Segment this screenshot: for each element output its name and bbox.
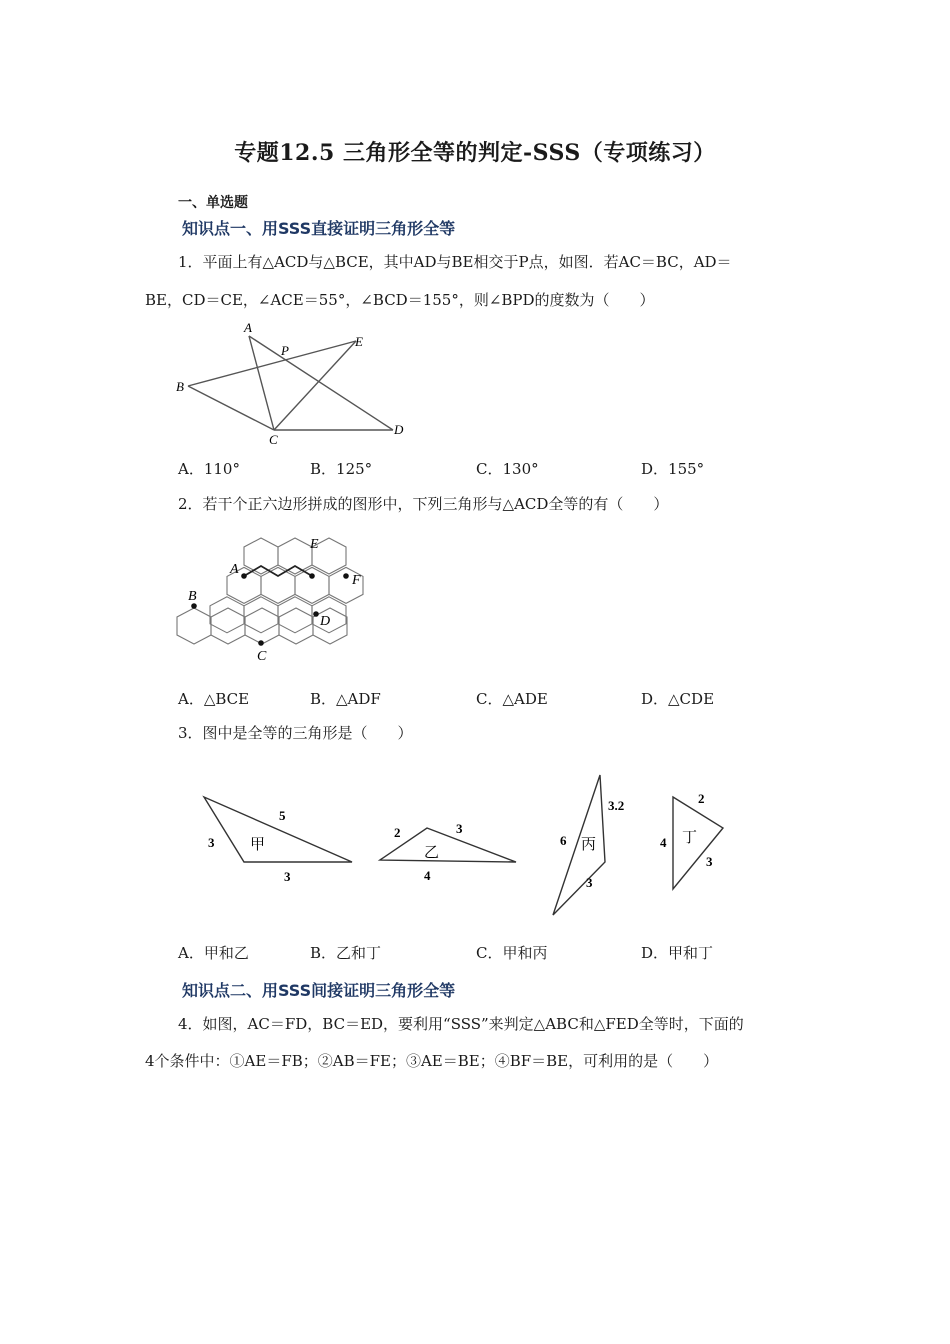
hexagon-cell bbox=[177, 608, 211, 644]
q2-option-b[interactable]: B．△ADF bbox=[310, 690, 381, 708]
question-1-figure bbox=[170, 318, 415, 448]
tri-yi-side-b: 3 bbox=[456, 821, 463, 836]
knowledge-point-1: 知识点一、用SSS直接证明三角形全等 bbox=[182, 219, 456, 238]
q1-label-p: P bbox=[281, 343, 289, 358]
point-a bbox=[241, 573, 247, 579]
q2-label-a: A bbox=[230, 562, 239, 577]
q1-option-a[interactable]: A．110° bbox=[178, 460, 240, 478]
point-c bbox=[258, 640, 264, 646]
q1-label-e: E bbox=[355, 334, 363, 349]
tri-jia-side-c: 3 bbox=[284, 869, 291, 884]
question-1-line-1: 1．平面上有△ACD与△BCE，其中AD与BE相交于P点，如图．若AC＝BC，AD＝ bbox=[178, 253, 732, 271]
tri-bing-name: 丙 bbox=[581, 837, 597, 853]
hexagon-cell bbox=[295, 567, 329, 603]
tri-bing-side-c: 3 bbox=[586, 875, 593, 890]
tri-yi-name: 乙 bbox=[424, 845, 440, 861]
q3-option-b[interactable]: B．乙和丁 bbox=[310, 944, 382, 962]
hexagon-cell bbox=[278, 538, 312, 574]
q2-label-d: D bbox=[320, 614, 331, 629]
hexagon-grid bbox=[177, 538, 363, 644]
question-4-line-2: 4个条件中：①AE＝FB；②AB＝FE；③AE＝BE；④BF＝BE，可利用的是（ ） bbox=[145, 1052, 719, 1070]
q3-option-a[interactable]: A．甲和乙 bbox=[178, 944, 249, 962]
hexagon-cell bbox=[261, 567, 295, 603]
q3-option-d[interactable]: D．甲和丁 bbox=[641, 944, 714, 962]
q2-option-d[interactable]: D．△CDE bbox=[641, 690, 715, 708]
triangle-jia bbox=[204, 797, 352, 862]
page-title: 专题12.5 三角形全等的判定-SSS（专项练习） bbox=[234, 140, 716, 166]
tri-ding-side-b: 2 bbox=[698, 791, 705, 806]
q1-option-d[interactable]: D．155° bbox=[641, 460, 705, 478]
question-2-hexagon-figure bbox=[170, 530, 380, 665]
tri-jia-side-b: 5 bbox=[279, 808, 286, 823]
q1-label-c: C bbox=[269, 432, 278, 447]
section-heading: 一、单选题 bbox=[178, 195, 248, 211]
point-f bbox=[343, 573, 349, 579]
tri-ding-side-a: 4 bbox=[660, 835, 667, 850]
question-2-line-1: 2．若干个正六边形拼成的图形中，下列三角形与△ACD全等的有（ ） bbox=[178, 495, 669, 513]
point-e bbox=[309, 573, 315, 579]
q3-option-c[interactable]: C．甲和丙 bbox=[476, 944, 548, 962]
tri-ding-name: 丁 bbox=[682, 830, 698, 846]
point-d bbox=[313, 611, 319, 617]
tri-bing-side-b: 3.2 bbox=[608, 798, 625, 813]
q1-label-b: B bbox=[176, 379, 184, 394]
q2-option-a[interactable]: A．△BCE bbox=[178, 690, 250, 708]
q2-option-c[interactable]: C．△ADE bbox=[476, 690, 548, 708]
point-b bbox=[191, 603, 197, 609]
triangle-ding bbox=[673, 797, 723, 889]
tri-jia-name: 甲 bbox=[250, 837, 266, 853]
question-4-line-1: 4．如图，AC＝FD，BC＝ED，要利用“SSS”来判定△ABC和△FED全等时，下面的 bbox=[178, 1015, 744, 1033]
question-1-line-2: BE，CD＝CE，∠ACE＝55°，∠BCD＝155°，则∠BPD的度数为（ ） bbox=[145, 291, 655, 309]
tri-ding-side-c: 3 bbox=[706, 854, 713, 869]
tri-yi-side-a: 2 bbox=[394, 825, 401, 840]
q2-label-e: E bbox=[310, 537, 319, 552]
q1-option-b[interactable]: B．125° bbox=[310, 460, 373, 478]
hexagon-cell bbox=[244, 538, 278, 574]
tri-bing-side-a: 6 bbox=[560, 833, 567, 848]
q1-label-a: A bbox=[244, 320, 252, 335]
q2-label-c: C bbox=[257, 649, 267, 664]
q2-label-b: B bbox=[188, 589, 197, 604]
tri-yi-side-c: 4 bbox=[424, 868, 431, 883]
knowledge-point-2: 知识点二、用SSS间接证明三角形全等 bbox=[182, 981, 456, 1000]
question-3-figure bbox=[190, 765, 750, 925]
q2-label-f: F bbox=[352, 573, 361, 588]
question-3-line-1: 3．图中是全等的三角形是（ ） bbox=[178, 724, 413, 742]
tri-jia-side-a: 3 bbox=[208, 835, 215, 850]
q1-label-d: D bbox=[394, 422, 404, 437]
q1-option-c[interactable]: C．130° bbox=[476, 460, 539, 478]
